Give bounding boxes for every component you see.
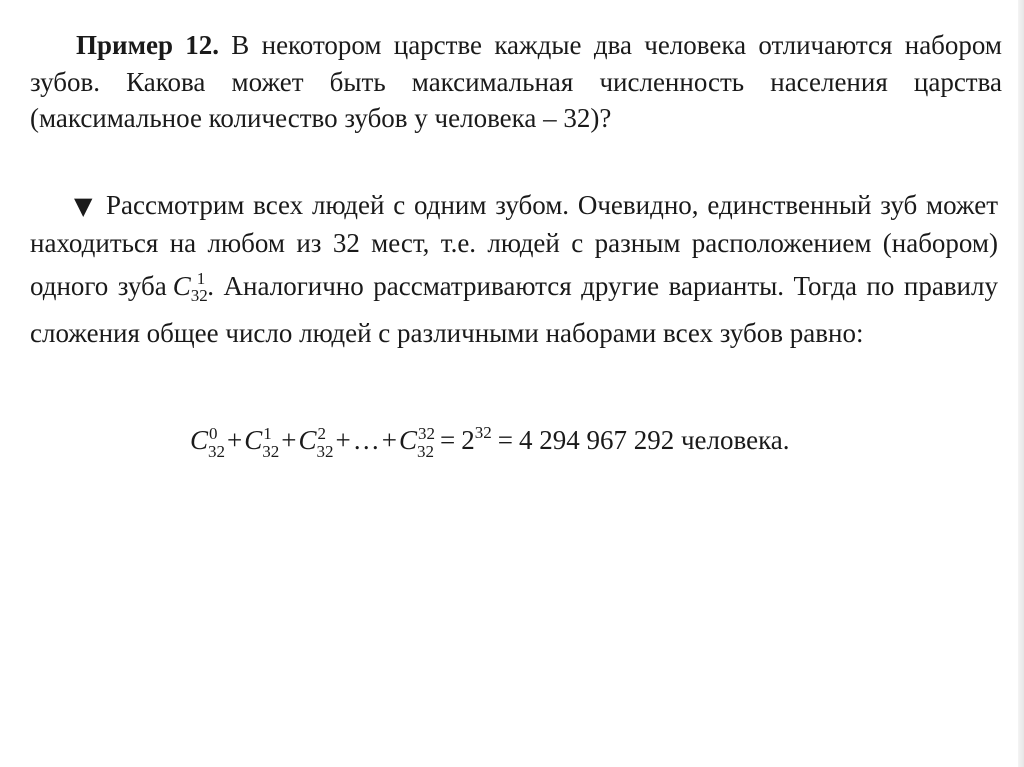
plus-sign: + (381, 425, 397, 455)
sum-formula (190, 413, 790, 464)
problem-statement (30, 27, 1002, 137)
plus-sign: + (227, 425, 243, 455)
problem-text: В некотором царстве каждые два человека отличаются набором зубов. Какова может быть максимальная численность населения царства (максимальное количество зубов у человека – 32)? (30, 30, 1002, 133)
equals-sign: = (440, 425, 456, 455)
combination-symbol (173, 261, 206, 315)
solution-text-part1: Рассмотрим всех людей с одним зубом. Очевидно, единственный зуб может находиться на любом из 32 мест, т.е. людей с разным расположением (набором) одного зуба (30, 190, 998, 301)
formula-result: 4 294 967 292 человека. (518, 425, 790, 455)
formula-term: C 32 $_{32}$ (398, 424, 435, 461)
comb-superscript: 1 (196, 269, 206, 288)
triangle-down-icon: ▼ (74, 192, 93, 220)
power-base: 2 (461, 425, 475, 455)
plus-sign: + (281, 425, 297, 455)
equals-sign: = (497, 425, 513, 455)
formula-term: C 1 $_{32}$ (244, 424, 280, 461)
solution-paragraph (30, 187, 998, 351)
problem-heading: Пример 12. (76, 30, 220, 60)
comb-letter: C (172, 271, 191, 301)
comb-subscript: 32 (190, 286, 208, 305)
power-exponent: 32 (474, 423, 492, 442)
ellipsis: … (352, 425, 380, 455)
plus-sign: + (335, 425, 351, 455)
formula-term: C 0 $_{32}$ (190, 424, 226, 461)
solution-text-part2: . Аналогично рассматриваются другие варианты. Тогда по правилу сложения общее число людей с различными наборами всех зубов равно: (30, 271, 998, 348)
formula-term: C 2 $_{32}$ (298, 424, 334, 461)
slide-edge-shadow (1018, 0, 1024, 767)
